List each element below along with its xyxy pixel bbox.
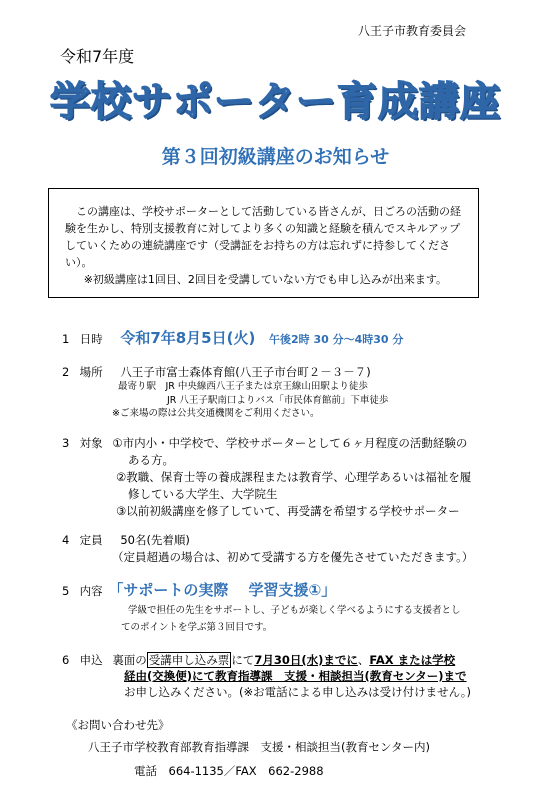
capacity-note: （定員超過の場合は、初めて受講する方を優先させていただきます。） bbox=[112, 550, 474, 564]
item-number: 2 bbox=[62, 365, 70, 379]
item-number: 3 bbox=[62, 436, 70, 450]
item-label: 定員 bbox=[79, 533, 103, 547]
capacity-value: 50名(先着順) bbox=[120, 533, 190, 547]
item-place bbox=[62, 364, 371, 380]
apply-text: 裏面の bbox=[112, 653, 147, 667]
item-apply bbox=[62, 652, 455, 668]
item-number: 5 bbox=[62, 584, 70, 598]
item-number: 6 bbox=[62, 653, 70, 667]
contact-heading: 《お問い合わせ先》 bbox=[66, 718, 170, 732]
apply-text: 、 bbox=[357, 653, 370, 667]
item-label: 内容 bbox=[79, 584, 103, 598]
organization-name: 八王子市教育委員会 bbox=[358, 24, 467, 38]
apply-method-2-text: 経由(交換便)にて教育指導課 支援・相談担当(教育センター)まで bbox=[124, 669, 467, 683]
apply-deadline: 7月30日(水)までに bbox=[254, 653, 358, 667]
event-time: 午後2時 30 分～4時30 分 bbox=[269, 333, 404, 346]
item-content bbox=[62, 582, 336, 599]
target-1a: ①市内小・中学校で、学校サポーターとして６ヶ月程度の活動経験の bbox=[112, 436, 468, 450]
target-1b: ある方。 bbox=[128, 453, 174, 467]
item-label: 申込 bbox=[79, 653, 103, 667]
apply-note: お申し込みください。(※お電話による申し込みは受け付けません。) bbox=[124, 685, 472, 699]
target-2a: ②教職、保育士等の養成課程または教育学、心理学あるいは福祉を履 bbox=[116, 470, 472, 484]
intro-note: ※初級講座は1回目、2回目を受講していない方でも申し込みが出来ます。 bbox=[83, 273, 448, 286]
page-title: 学校サポーター育成講座 bbox=[50, 79, 501, 125]
item-number: 4 bbox=[62, 533, 70, 547]
item-label: 対象 bbox=[79, 436, 103, 450]
apply-method-1: FAX または学校 bbox=[369, 653, 456, 667]
contact-department: 八王子市学校教育部教育指導課 支援・相談担当(教育センター内) bbox=[88, 740, 431, 754]
fiscal-year: 令和7年度 bbox=[60, 47, 135, 66]
contact-phone: 電話 664-1135／FAX 662-2988 bbox=[134, 764, 324, 778]
item-number: 1 bbox=[62, 332, 70, 346]
content-title: 「サポートの実際 学習支援①」 bbox=[108, 581, 337, 599]
access-line-2: JR 八王子駅南口よりバス「市民体育館前」下車徒歩 bbox=[167, 395, 389, 406]
apply-method-2 bbox=[124, 668, 467, 684]
venue: 八王子市富士森体育館(八王子市台町２－３－７) bbox=[120, 365, 371, 379]
apply-text: にて bbox=[231, 653, 255, 667]
intro-paragraph: この講座は、学校サポーターとして活動している皆さんが、日ごろの活動の経験を生かし、特別支援教育に対してより多くの知識と経験を積んでスキルアップしていくための連続講座です（受講証をお持ちの方は忘れずに持参してください）。 bbox=[65, 205, 461, 269]
application-form-label: 受講申し込み票 bbox=[148, 653, 230, 667]
item-capacity bbox=[62, 532, 190, 548]
content-desc-2: てのポイントを学ぶ第３回目です。 bbox=[121, 622, 273, 633]
target-3: ③以前初級講座を修了していて、再受講を希望する学校サポーター bbox=[116, 504, 460, 518]
page-subtitle: 第３回初級講座のお知らせ bbox=[161, 146, 390, 168]
intro-box bbox=[48, 188, 479, 298]
item-label: 日時 bbox=[79, 332, 103, 346]
item-label: 場所 bbox=[79, 365, 103, 379]
event-date: 令和7年8月5日(火) bbox=[120, 329, 256, 347]
item-target bbox=[62, 435, 467, 451]
access-line-1: 最寄り駅 JR 中央線西八王子または京王線山田駅より徒歩 bbox=[118, 381, 368, 392]
item-datetime bbox=[62, 330, 403, 348]
target-2b: 修している大学生、大学院生 bbox=[128, 487, 278, 501]
access-note: ※ご来場の際は公共交通機関をご利用ください。 bbox=[112, 408, 320, 419]
content-desc-1: 学級で担任の先生をサポートし、子どもが楽しく学べるようにする支援者とし bbox=[128, 605, 461, 616]
